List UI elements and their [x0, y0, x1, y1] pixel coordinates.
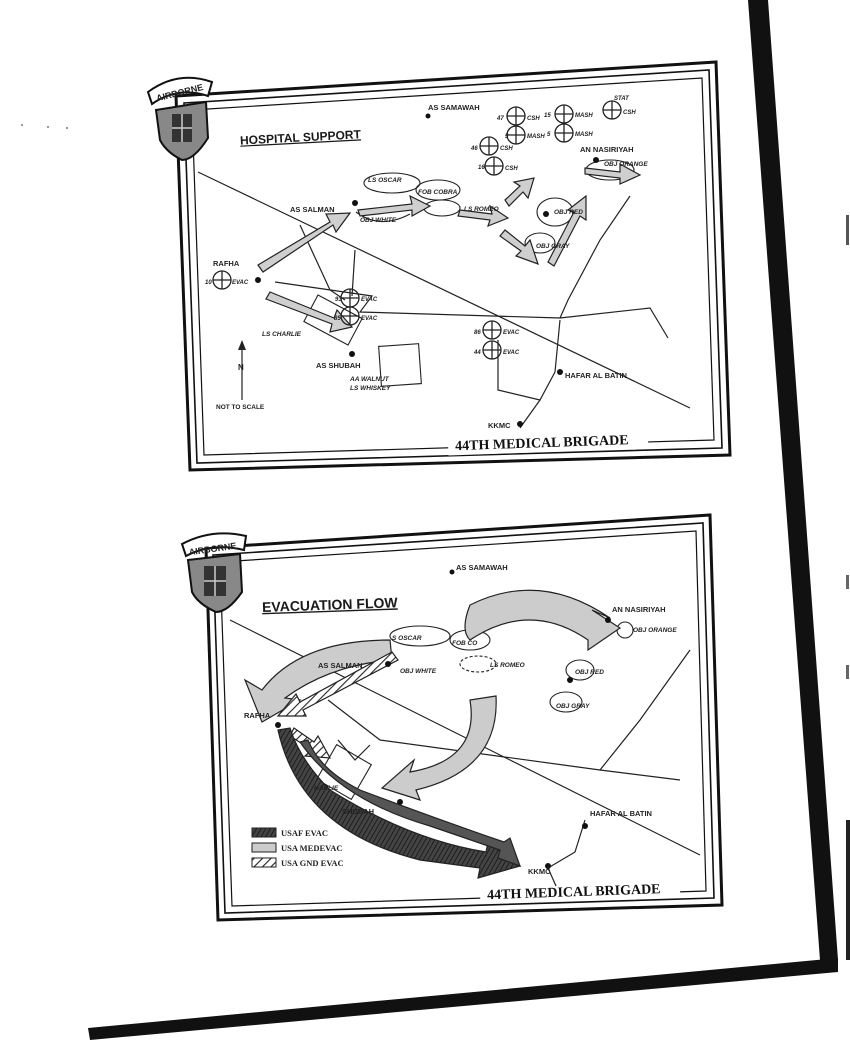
place-as-samawah: AS SAMAWAH	[456, 563, 508, 572]
place-ls-charlie: LS CHARLIE	[262, 331, 301, 338]
place-ls-romeo: LS ROMEO	[490, 662, 525, 669]
insignia-text-1: AIRBORNE	[155, 82, 205, 104]
legend-label-usaf: USAF EVAC	[281, 828, 328, 838]
panel1-brigade: 44TH MEDICAL BRIGADE	[454, 433, 629, 455]
place-obj-orange: OBJ ORANGE	[633, 627, 677, 634]
hospital-label: CSH	[623, 110, 636, 116]
hospital-label: STAT	[614, 96, 629, 102]
hospital-icon	[483, 341, 501, 359]
hospital-label: EVAC	[361, 297, 378, 303]
hospital-icon	[483, 321, 501, 339]
hospital-icon	[480, 137, 498, 155]
evac-legend	[252, 828, 344, 868]
hospital-label: EVAC	[232, 280, 249, 286]
legend-label-medevac: USA MEDEVAC	[281, 843, 343, 853]
hospital-label: CSH	[527, 116, 540, 122]
hospital-label: 85	[334, 316, 341, 322]
hospital-label: MASH	[575, 132, 593, 138]
airborne-insignia-1	[148, 78, 212, 160]
place-as-samawah: AS SAMAWAH	[428, 103, 480, 112]
place-rafha: RAFHA	[244, 711, 271, 720]
medevac-arrow	[245, 640, 392, 722]
place-ls-whiskey: LS WHISKEY	[350, 385, 391, 392]
medevac-arrow	[465, 590, 620, 650]
hospital-label: 44	[474, 350, 481, 356]
hospital-icon	[507, 107, 525, 125]
place-charlie: HARLIE	[314, 785, 339, 792]
hospital-label: 16	[478, 165, 485, 171]
place-fob-cobra: FOB CO	[452, 640, 478, 647]
place-an-nasiriyah: AN NASIRIYAH	[612, 605, 666, 614]
hospital-label: 47	[497, 116, 504, 122]
page-edge-right	[748, 0, 838, 960]
place-ls-oscar: LS OSCAR	[368, 177, 402, 184]
panel1-title: HOSPITAL SUPPORT	[239, 127, 362, 148]
place-as-salman: AS SALMAN	[290, 205, 335, 214]
hospital-label: 86	[474, 330, 481, 336]
panel-hospital-support	[148, 62, 730, 470]
panel-evacuation-flow	[182, 515, 722, 920]
legend-label-gnd: USA GND EVAC	[281, 858, 344, 868]
insignia-text-2: AIRBORNE	[188, 540, 238, 558]
place-as-shubah: AS SHUBAH	[316, 361, 361, 370]
hospital-label: 5	[505, 134, 509, 140]
hospital-icon	[555, 124, 573, 142]
scan-marks	[21, 124, 850, 960]
hospital-label: 10	[205, 280, 212, 286]
place-aa-walnut: AA WALNUT	[350, 376, 389, 383]
hospital-label: 93	[335, 297, 342, 303]
hospital-label: MASH	[527, 134, 545, 140]
hospital-icon	[341, 289, 359, 307]
place-hafar-al-batin: HAFAR AL BATIN	[590, 809, 652, 818]
place-obj-red: OBJ RED	[554, 209, 583, 216]
hospital-label: 5	[547, 132, 551, 138]
place-ls-oscar: S OSCAR	[392, 635, 422, 642]
hospital-icon	[603, 101, 621, 119]
panel2-brigade: 44TH MEDICAL BRIGADE	[486, 882, 661, 904]
airborne-insignia-2	[182, 533, 246, 612]
hospital-icon	[213, 271, 231, 289]
place-fob-cobra: FOB COBRA	[418, 189, 458, 196]
place-as-salman: AS SALMAN	[318, 661, 363, 670]
north-arrow	[238, 340, 246, 400]
not-to-scale-label: NOT TO SCALE	[216, 404, 265, 411]
hospital-label: EVAC	[503, 350, 520, 356]
place-kkmc: KKMC	[528, 867, 551, 876]
north-label: N	[238, 363, 244, 372]
hospital-icon	[507, 126, 525, 144]
page-edge-bottom	[88, 958, 838, 1040]
hospital-label: CSH	[505, 166, 518, 172]
place-rafha: RAFHA	[213, 259, 240, 268]
legend-swatch-usaf	[252, 828, 276, 837]
place-an-nasiriyah: AN NASIRIYAH	[580, 145, 634, 154]
hospital-label: EVAC	[361, 316, 378, 322]
place-as-shubah: SHUBAH	[342, 807, 375, 816]
hospital-label: CSH	[500, 146, 513, 152]
hospital-label: MASH	[575, 113, 593, 119]
place-ls-romeo: LS ROMEO	[464, 206, 499, 213]
legend-swatch-medevac	[252, 843, 276, 852]
hospital-icon	[485, 157, 503, 175]
place-obj-orange: OBJ ORANGE	[604, 161, 648, 168]
panel2-title: EVACUATION FLOW	[261, 594, 398, 616]
panel1-place-labels	[213, 103, 648, 430]
hospital-icon	[555, 105, 573, 123]
hospital-icon	[341, 307, 359, 325]
place-obj-gray: OBJ GRAY	[536, 243, 570, 250]
hospital-label: 46	[471, 146, 478, 152]
place-obj-white: OBJ WHITE	[400, 668, 437, 675]
place-hafar-al-batin: HAFAR AL BATIN	[565, 371, 627, 380]
place-obj-red: OBJ RED	[575, 669, 604, 676]
hospital-label: EVAC	[503, 330, 520, 336]
place-kkmc: KKMC	[488, 421, 511, 430]
place-obj-white: OBJ WHITE	[360, 217, 397, 224]
place-obj-gray: OBJ GRAY	[556, 703, 590, 710]
legend-swatch-gnd	[252, 858, 276, 867]
hospital-label: 15	[544, 113, 551, 119]
panel1-city-dots	[255, 114, 599, 428]
